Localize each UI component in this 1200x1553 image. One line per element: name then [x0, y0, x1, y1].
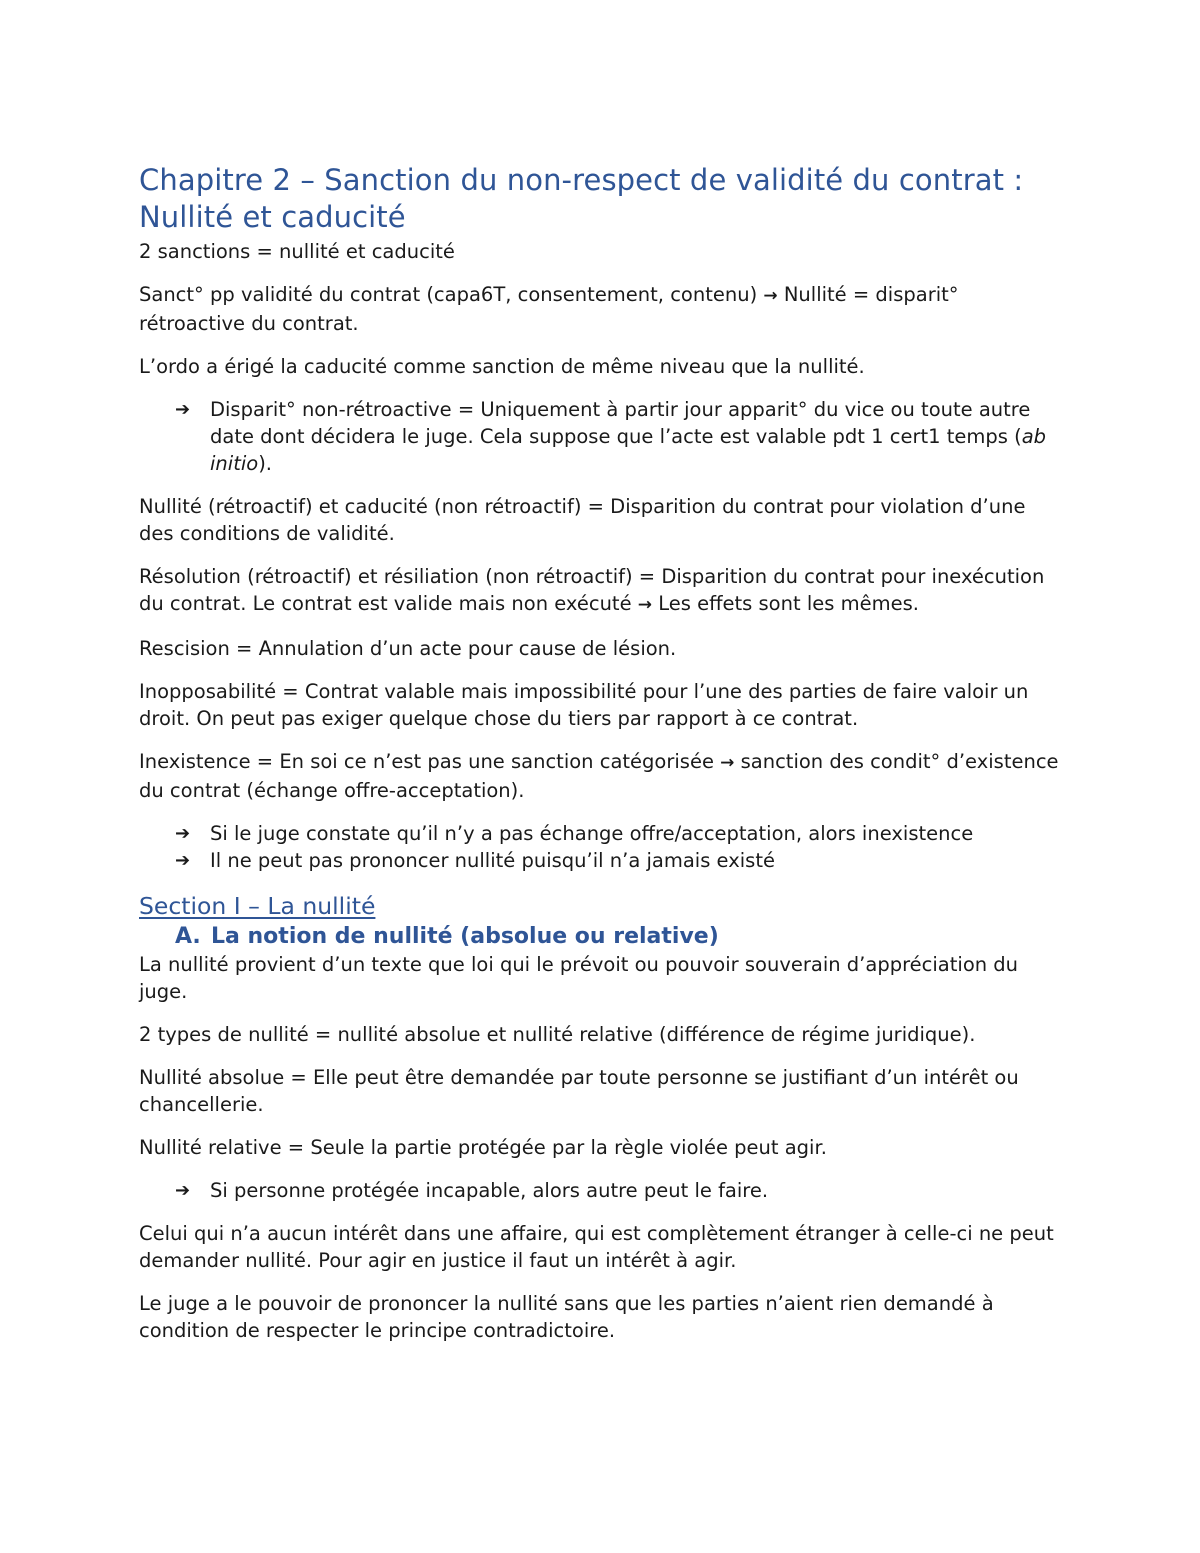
paragraph: 2 sanctions = nullité et caducité — [139, 240, 455, 263]
paragraph: Nullité absolue = Elle peut être demandée par toute personne se justifiant d’un intérêt ou chancellerie. — [139, 1066, 1019, 1116]
paragraph-text: Sanct° pp validité du contrat (capa6T, consentement, contenu) — [139, 283, 764, 306]
subsection-heading — [139, 923, 1064, 951]
paragraph — [139, 748, 1064, 804]
paragraph: Nullité relative = Seule la partie protégée par la règle violée peut agir. — [139, 1136, 827, 1159]
list-item-text: Disparit° non-rétroactive = Uniquement à partir jour apparit° du vice ou toute autre date dont décidera le juge. Cela suppose que l’acte est valable pdt 1 cert1 temps ( — [210, 398, 1031, 448]
list-item-emphasis: ab initio — [210, 425, 1047, 475]
subsection-letter: A. — [175, 924, 201, 949]
paragraph: 2 types de nullité = nullité absolue et nullité relative (différence de régime juridique). — [139, 1023, 976, 1046]
list-item-text: Si personne protégée incapable, alors autre peut le faire. — [210, 1179, 769, 1202]
paragraph: Celui qui n’a aucun intérêt dans une affaire, qui est complètement étranger à celle-ci ne peut demander nullité. Pour agir en justice il faut un intérêt à agir. — [139, 1222, 1054, 1272]
arrow-right-icon: → — [763, 286, 778, 306]
arrow-bullet-icon: ➔ — [175, 823, 191, 844]
list-item — [139, 847, 1064, 874]
paragraph: La nullité provient d’un texte que loi qui le prévoit ou pouvoir souverain d’appréciation du juge. — [139, 953, 1019, 1003]
bullet-list — [139, 1177, 1064, 1204]
paragraph: Nullité (rétroactif) et caducité (non rétroactif) = Disparition du contrat pour violation d’une des conditions de validité. — [139, 495, 1026, 545]
list-item-text: Si le juge constate qu’il n’y a pas échange offre/acceptation, alors inexistence — [210, 822, 974, 845]
arrow-bullet-icon: ➔ — [175, 1180, 191, 1201]
paragraph-text: Inexistence = En soi ce n’est pas une sanction catégorisée — [139, 750, 721, 773]
document-content — [139, 162, 1064, 1344]
list-item-text: Il ne peut pas prononcer nullité puisqu’il n’a jamais existé — [210, 849, 775, 872]
arrow-bullet-icon: ➔ — [175, 850, 191, 871]
arrow-right-icon: → — [637, 595, 653, 615]
paragraph-text: Les effets sont les mêmes. — [652, 592, 919, 615]
list-item — [139, 396, 1064, 477]
paragraph-text: Nullité = disparit° rétroactive du contrat. — [139, 283, 959, 335]
list-item-text: ). — [258, 452, 273, 475]
paragraph-text: Résolution (rétroactif) et résiliation (non rétroactif) = Disparition du contrat pour inexécution du contrat. Le contrat est valide mais non exécuté — [139, 565, 1045, 615]
arrow-right-icon: → — [720, 753, 735, 773]
list-item — [139, 1177, 1064, 1204]
paragraph: L’ordo a érigé la caducité comme sanction de même niveau que la nullité. — [139, 355, 865, 378]
bullet-list — [139, 820, 1064, 874]
subsection-title: La notion de nullité (absolue ou relative) — [211, 924, 719, 949]
chapter-title: Chapitre 2 – Sanction du non-respect de validité du contrat : Nullité et caducité — [139, 163, 1024, 234]
paragraph: Le juge a le pouvoir de prononcer la nullité sans que les parties n’aient rien demandé à condition de respecter le principe contradictoire. — [139, 1292, 994, 1342]
section-heading: Section I – La nullité — [139, 892, 376, 920]
paragraph-text: sanction des condit° d’existence du contrat (échange offre-acceptation). — [139, 750, 1059, 802]
paragraph — [139, 281, 1064, 337]
paragraph: Rescision = Annulation d’un acte pour cause de lésion. — [139, 637, 677, 660]
bullet-list — [139, 396, 1064, 477]
list-item — [139, 820, 1064, 847]
paragraph: Inopposabilité = Contrat valable mais impossibilité pour l’une des parties de faire valoir un droit. On peut pas exiger quelque chose du tiers par rapport à ce contrat. — [139, 680, 1029, 730]
arrow-bullet-icon: ➔ — [175, 399, 191, 420]
paragraph — [139, 563, 1064, 619]
